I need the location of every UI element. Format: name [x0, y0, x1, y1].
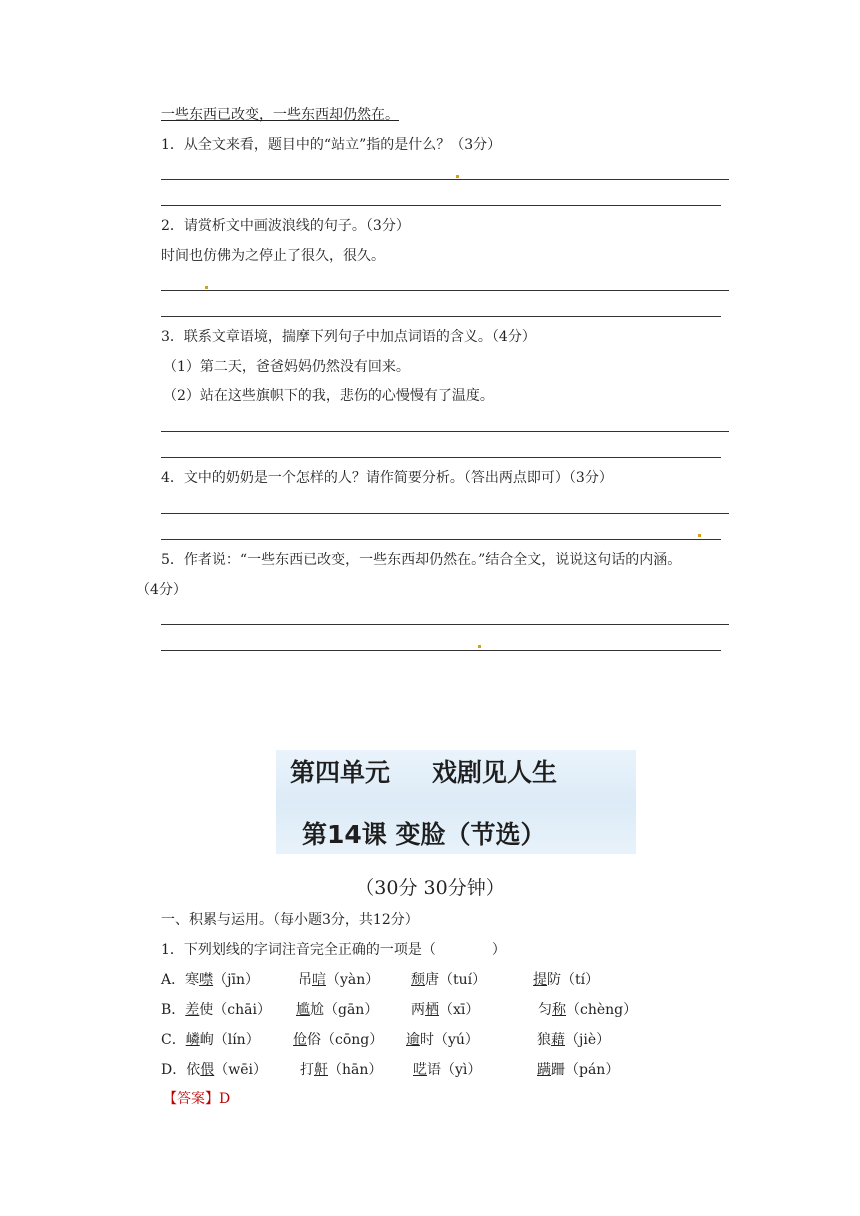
unit-title: 第四单元 戏剧见人生	[290, 758, 558, 787]
option-c: C．嶙峋（lín）	[161, 1032, 260, 1048]
marker-dot	[698, 534, 701, 537]
answer-line	[161, 290, 729, 291]
option-b-word-2: 尴尬（gān）	[296, 1002, 379, 1018]
option-d-word-3: 呓语（yì）	[413, 1062, 482, 1078]
question-4: 4．文中的奶奶是一个怎样的人？请作简要分析。（答出两点即可）（3分）	[161, 470, 613, 486]
option-d: D．依偎（wēi）	[161, 1062, 267, 1078]
lesson-title: 第14课 变脸（节选）	[302, 820, 546, 849]
question-2: 2．请赏析文中画波浪线的句子。（3分）	[161, 218, 410, 234]
answer-line	[161, 513, 729, 514]
question-3-item-1: （1）第二天，爸爸妈妈仍然没有回来。	[163, 359, 410, 375]
emphasized-phrase: 划线的字词注音完全正确	[211, 942, 366, 958]
answer-line	[161, 539, 721, 540]
marker-dot	[456, 175, 459, 178]
answer	[163, 1090, 230, 1108]
section-heading: 一、积累与运用。（每小题3分，共12分）	[161, 912, 419, 928]
question-2-sentence: 时间也仿佛为之停止了很久，很久。	[161, 248, 385, 264]
marker-dot	[205, 286, 208, 289]
option-a-word-3: 颓唐（tuí）	[411, 972, 487, 988]
question-5-score: （4分）	[136, 582, 187, 598]
answer-value: D	[219, 1091, 231, 1107]
answer-line	[161, 316, 721, 317]
option-a-word-4: 提防（tí）	[533, 972, 600, 988]
option-b: B．差使（chāi）	[161, 1002, 271, 1018]
marker-dot	[478, 645, 481, 648]
option-c-word-2: 伧俗（cōng）	[293, 1032, 384, 1048]
option-c-word-3: 逾时（yú）	[406, 1032, 479, 1048]
context-sentence: 一些东西已改变，一些东西却仍然在。	[161, 107, 399, 123]
score-time: （30分 30分钟）	[355, 877, 505, 899]
option-d-word-4: 蹒跚（pán）	[537, 1062, 620, 1078]
emphasized-word: 仍然	[311, 359, 340, 375]
answer-line	[161, 205, 721, 206]
answer-line	[161, 624, 729, 625]
question-3: 3．联系文章语境，揣摩下列句子中加点词语的含义。（4分）	[161, 329, 536, 345]
question-3-item-2: （2）站在这些旗帜下的我，悲伤的心慢慢有了温度。	[163, 388, 494, 404]
option-b-word-3: 两栖（xī）	[411, 1002, 480, 1018]
option-a-word-2: 吊唁（yàn）	[298, 972, 380, 988]
option-c-word-4: 狼藉（jiè）	[537, 1032, 611, 1048]
question-1: 1．从全文来看，题目中的“站立”指的是什么？（3分）	[161, 137, 502, 153]
mc-question-1: 1．下列划线的字词注音完全正确的一项是（ ）	[161, 942, 506, 958]
question-5: 5．作者说：“一些东西已改变，一些东西却仍然在。”结合全文，说说这句话的内涵。	[161, 552, 682, 568]
answer-line	[161, 179, 729, 180]
answer-line	[161, 457, 721, 458]
unit-banner	[276, 750, 636, 854]
option-a: A．寒噤（jīn）	[161, 972, 259, 988]
answer-line	[161, 431, 729, 432]
emphasized-word: 温度	[451, 388, 480, 404]
answer-line	[161, 650, 721, 651]
option-b-word-4: 匀称（chèng）	[538, 1002, 638, 1018]
option-d-word-2: 打鼾（hān）	[300, 1062, 383, 1078]
answer-label: 【答案】	[163, 1091, 219, 1107]
